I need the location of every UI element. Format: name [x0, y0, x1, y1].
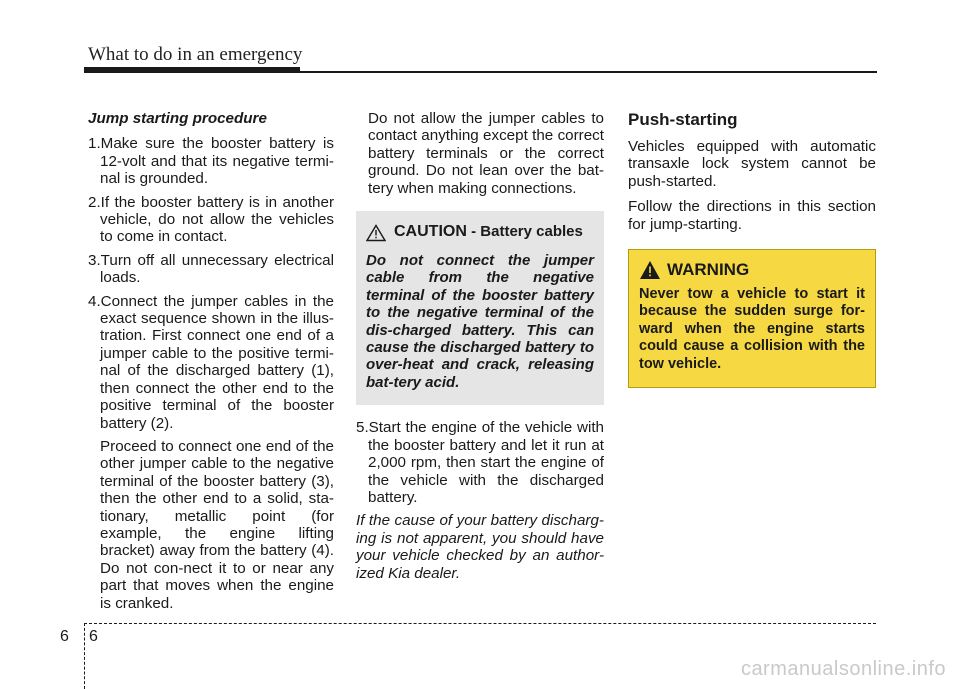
warning-box: [628, 249, 876, 388]
warning-title: WARNING: [667, 260, 750, 280]
warning-triangle-outline-icon: [366, 224, 386, 242]
jump-start-reference: Follow the directions in this section for jump-starting.: [628, 198, 876, 233]
watermark: carmanualsonline.info: [740, 658, 946, 680]
connection-paragraph: Do not allow the jumper cables to contact anything except the correct battery terminals or the correct ground. Do not lean over the bat-tery when making connections.: [368, 110, 604, 197]
warning-triangle-filled-icon: [639, 260, 661, 280]
caution-text: Do not connect the jumper cable from the negative terminal of the booster battery to the negative terminal of the dis-charged battery. This can cause the discharged battery to over-heat and crack, releasing bat-tery acid.: [366, 252, 594, 391]
caution-box: [356, 211, 604, 405]
caution-header: [366, 223, 594, 242]
procedure-heading: Jump starting procedure: [88, 110, 267, 127]
push-starting-heading: Push-starting: [628, 110, 738, 129]
footer-rule: [84, 623, 876, 624]
warning-text: Never tow a vehicle to start it because the sudden surge for-ward when the engine starts could cause a collision with the tow vehicle.: [639, 286, 865, 372]
caution-title: CAUTION: [394, 223, 467, 241]
push-starting-paragraph: Vehicles equipped with automatic transaxle lock system cannot be push-started.: [628, 138, 876, 190]
page-number: 6: [89, 628, 98, 645]
step-4-continued: Proceed to connect one end of the other jumper cable to the negative terminal of the booster battery (3), then the other end to a solid, sta-tionary, metallic point (for example, the engine lifting bracket) away from the battery (4). Do not con-nect it to or near any part that moves when the engine is cranked.: [100, 437, 334, 612]
step-5: 5.Start the engine of the vehicle with the booster battery and let it run at 2,000 rpm, then start the engine of the vehicle with the discharged battery.: [356, 419, 604, 506]
page-header-title: What to do in an emergency: [88, 44, 303, 65]
step-2: 2.If the booster battery is in another vehicle, do not allow the vehicles to come in contact.: [88, 193, 334, 246]
warning-header: [639, 260, 865, 280]
column-middle: [356, 110, 604, 582]
step-3: 3.Turn off all unnecessary electrical loads.: [88, 251, 334, 287]
step-1: 1.Make sure the booster battery is 12-volt and that its negative termi-nal is grounded.: [88, 135, 334, 188]
column-right: [628, 110, 876, 388]
footer-divider: [84, 623, 85, 689]
header-rule: [84, 71, 877, 73]
column-left: [88, 110, 334, 618]
dealer-note: If the cause of your battery discharg-ing is not apparent, you should have your vehicle checked by an author-ized Kia dealer.: [356, 512, 604, 582]
chapter-number: 6: [60, 628, 69, 645]
step-4: 4.Connect the jumper cables in the exact sequence shown in the illus-tration. First connect one end of a jumper cable to the positive termi-nal of the discharged battery (1), then connect the other end to the positive terminal of the booster battery (2).: [88, 292, 334, 432]
caution-subtitle: - Battery cables: [471, 223, 583, 241]
